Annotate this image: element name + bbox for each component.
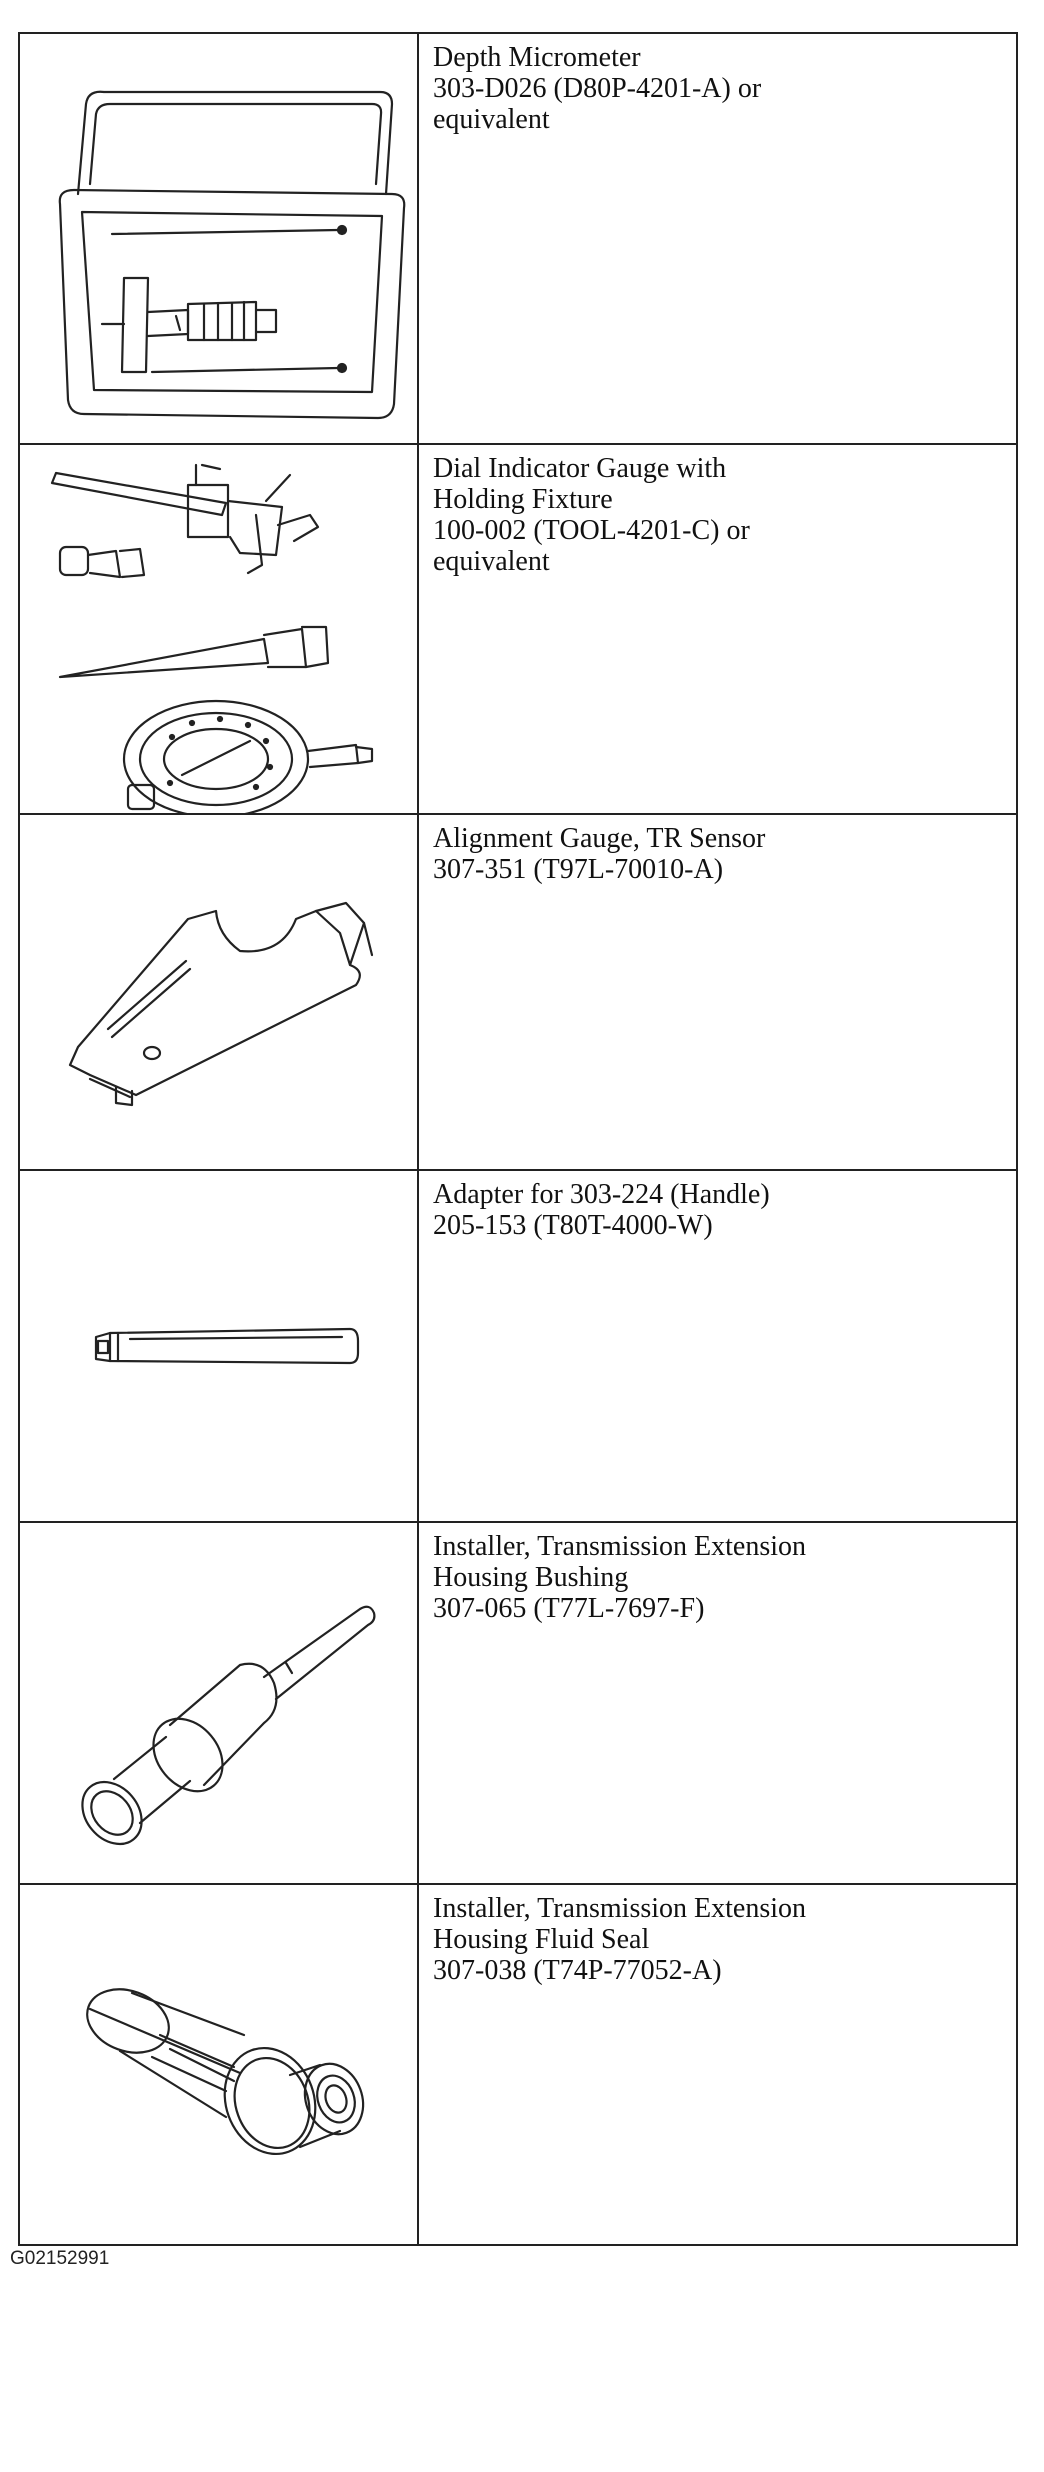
tool-name: Installer, Transmission Extension — [433, 1531, 806, 1562]
tool-description — [418, 444, 1017, 814]
tool-name: Adapter for 303-224 (Handle) — [433, 1179, 770, 1210]
tool-name-continued: Holding Fixture — [433, 484, 613, 515]
tool-name: Dial Indicator Gauge with — [433, 453, 727, 484]
alignment-gauge-icon — [20, 815, 417, 1169]
tool-row — [19, 1522, 1017, 1884]
tool-row — [19, 1170, 1017, 1522]
tool-equivalence-note: equivalent — [433, 104, 550, 135]
tool-equivalence-note: equivalent — [433, 546, 550, 577]
tool-illustration-cell — [19, 33, 418, 444]
tool-name: Depth Micrometer — [433, 42, 641, 73]
depth-micrometer-in-case-icon — [20, 34, 417, 443]
tool-name-continued: Housing Fluid Seal — [433, 1924, 650, 1955]
tool-name: Installer, Transmission Extension — [433, 1893, 806, 1924]
tool-row — [19, 33, 1017, 444]
tool-part-number: 307-038 (T74P-77052-A) — [433, 1955, 722, 1986]
tool-description — [418, 33, 1017, 444]
tool-row — [19, 814, 1017, 1170]
handle-adapter-icon — [20, 1171, 417, 1521]
tool-description — [418, 1522, 1017, 1884]
tool-illustration-cell — [19, 814, 418, 1170]
tool-description — [418, 1884, 1017, 2245]
tool-description — [418, 814, 1017, 1170]
tool-name: Alignment Gauge, TR Sensor — [433, 823, 766, 854]
tool-name-continued: Housing Bushing — [433, 1562, 629, 1593]
tool-illustration-cell — [19, 444, 418, 814]
figure-code: G02152991 — [10, 2248, 110, 2269]
tool-part-number: 307-065 (T77L-7697-F) — [433, 1593, 705, 1624]
tool-description — [418, 1170, 1017, 1522]
bushing-installer-icon — [20, 1523, 417, 1883]
tool-illustration-cell — [19, 1522, 418, 1884]
tool-row — [19, 1884, 1017, 2245]
tool-row — [19, 444, 1017, 814]
special-tools-table — [18, 32, 1018, 2246]
tool-part-number: 100-002 (TOOL-4201-C) or — [433, 515, 750, 546]
fluid-seal-installer-icon — [20, 1885, 417, 2244]
dial-indicator-gauge-icon — [20, 445, 417, 813]
tool-illustration-cell — [19, 1170, 418, 1522]
tool-part-number: 205-153 (T80T-4000-W) — [433, 1210, 713, 1241]
tool-illustration-cell — [19, 1884, 418, 2245]
tool-part-number: 303-D026 (D80P-4201-A) or — [433, 73, 762, 104]
tool-part-number: 307-351 (T97L-70010-A) — [433, 854, 724, 885]
